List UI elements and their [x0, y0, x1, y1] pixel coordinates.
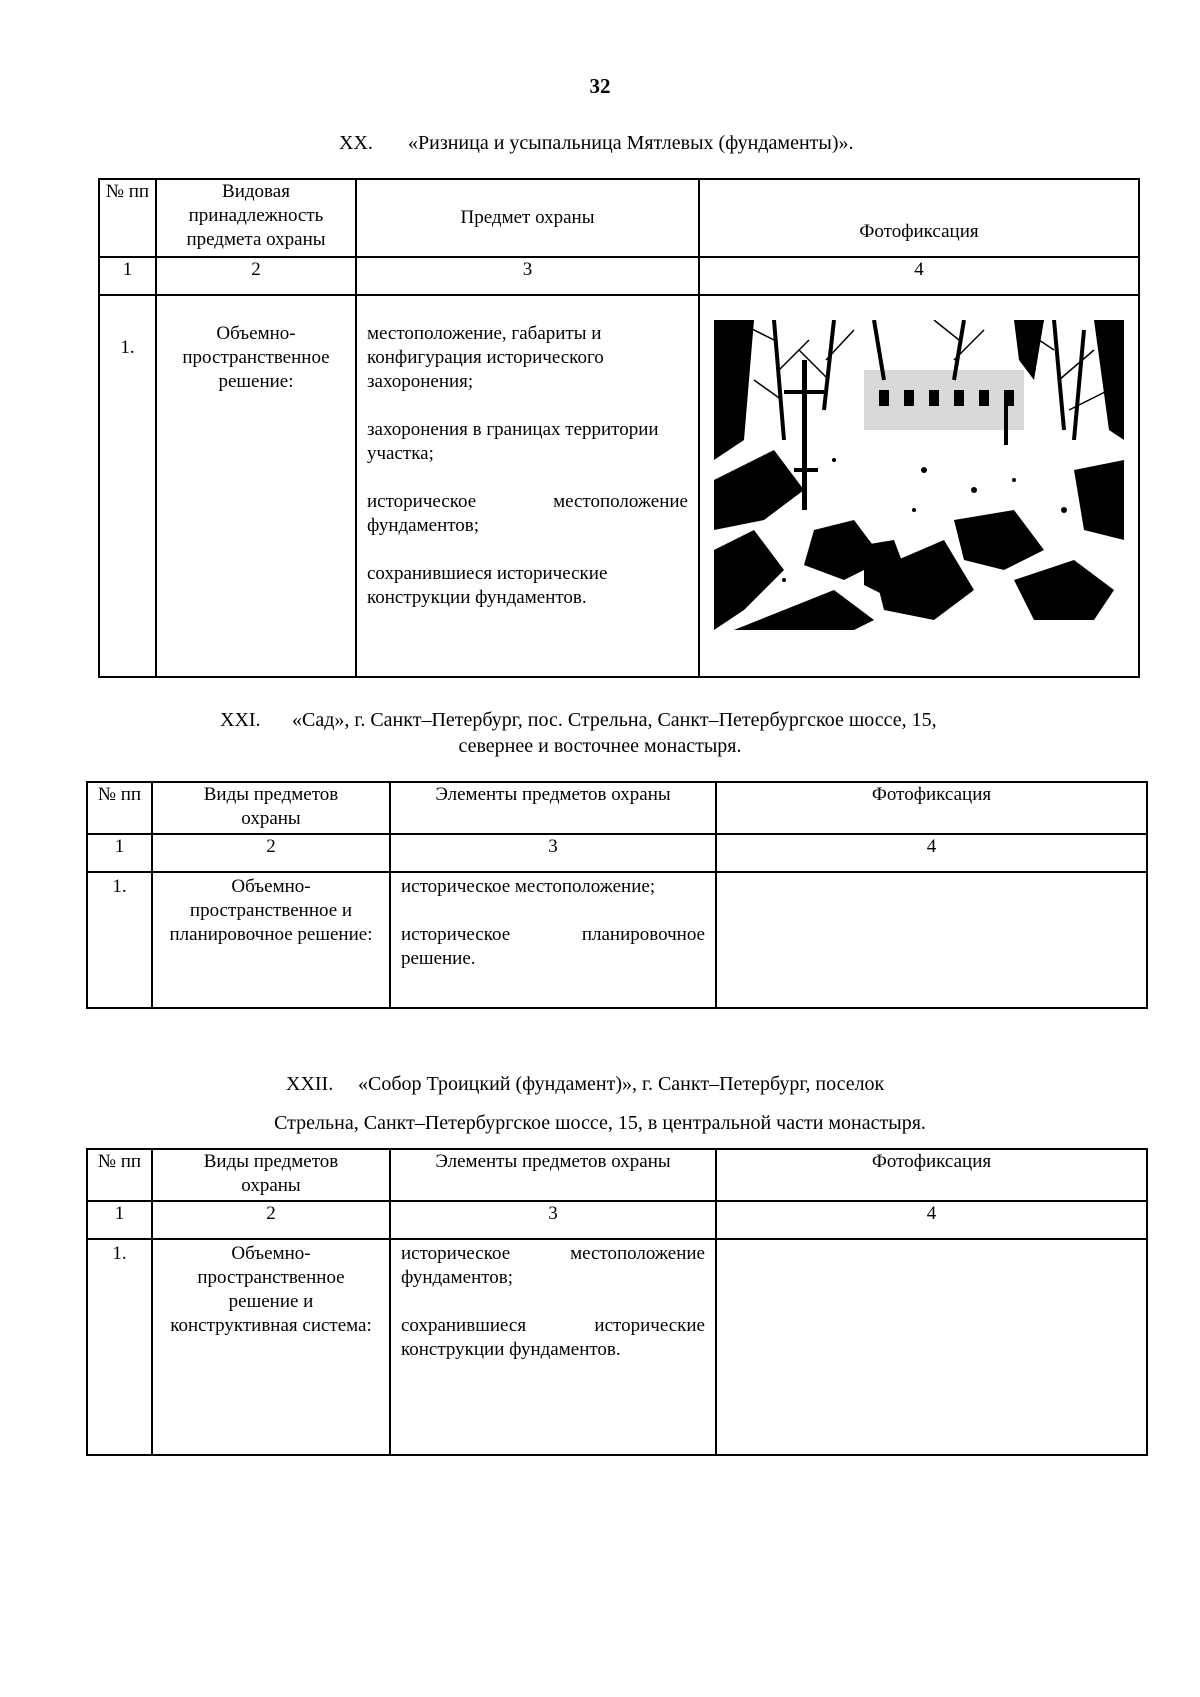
col-number-2: 2 [152, 1201, 390, 1239]
page-number: 32 [589, 74, 611, 98]
row-number: 1. [87, 1239, 152, 1455]
table-row [87, 1239, 1147, 1455]
list-item: историческое планировочное решение. [401, 924, 705, 969]
header-number: № пп [87, 782, 152, 834]
col-number-4: 4 [699, 257, 1139, 295]
header-elements: Элементы предметов охраны [390, 782, 716, 834]
table-header-row [87, 782, 1147, 834]
row-items [390, 872, 716, 1008]
row-type: Объемно-пространственное решение: [156, 295, 356, 677]
list-item: историческое местоположение фундаментов; [367, 491, 688, 536]
section-xxii-title-line1: «Собор Троицкий (фундамент)», г. Санкт–Петербург, поселок [358, 1073, 885, 1095]
section-xx-numeral: XX. [339, 132, 373, 154]
row-items [356, 295, 699, 677]
section-xxi-table [86, 781, 1148, 1009]
photo-cell [716, 872, 1147, 1008]
section-xxii-title-line2: Стрельна, Санкт–Петербургское шоссе, 15, в центральной части монастыря. [274, 1112, 926, 1134]
section-xx-title: «Ризница и усыпальница Мятлевых (фундаменты)». [408, 132, 854, 154]
col-number-1: 1 [99, 257, 156, 295]
header-number: № пп [99, 179, 156, 257]
graves-photo [714, 320, 1124, 630]
table-header-row [99, 179, 1139, 257]
col-number-2: 2 [152, 834, 390, 872]
section-xxi-title-line1: «Сад», г. Санкт–Петербург, пос. Стрельна, Санкт–Петербургское шоссе, 15, [292, 709, 937, 731]
table-column-numbers-row [99, 257, 1139, 295]
table-column-numbers-row [87, 1201, 1147, 1239]
list-item: сохранившиеся исторические конструкции фундаментов. [367, 563, 608, 608]
col-number-4: 4 [716, 1201, 1147, 1239]
row-items [390, 1239, 716, 1455]
table-row [87, 872, 1147, 1008]
col-number-2: 2 [156, 257, 356, 295]
header-type: Виды предметов охраны [152, 782, 390, 834]
list-item: историческое местоположение; [401, 876, 656, 897]
header-photo: Фотофиксация [699, 179, 1139, 257]
section-xxi-title-line2: севернее и восточнее монастыря. [458, 735, 742, 757]
table-row [99, 295, 1139, 677]
header-type: Виды предметов охраны [152, 1149, 390, 1201]
col-number-4: 4 [716, 834, 1147, 872]
header-number: № пп [87, 1149, 152, 1201]
row-number: 1. [99, 295, 156, 677]
header-elements: Элементы предметов охраны [390, 1149, 716, 1201]
row-type: Объемно-пространственное и планировочное решение: [152, 872, 390, 1008]
list-item: сохранившиеся исторические конструкции фундаментов. [401, 1315, 705, 1360]
list-item: захоронения в границах территории участка; [367, 419, 659, 464]
col-number-1: 1 [87, 834, 152, 872]
photo-cell [699, 295, 1139, 677]
header-subject: Предмет охраны [356, 179, 699, 257]
col-number-1: 1 [87, 1201, 152, 1239]
row-type: Объемно-пространственное решение и конструктивная система: [152, 1239, 390, 1455]
list-item: историческое местоположение фундаментов; [401, 1243, 705, 1288]
section-xxii-table [86, 1148, 1148, 1456]
section-xx-table [98, 178, 1140, 678]
section-xxii-numeral: XXII. [286, 1073, 334, 1095]
header-type: Видовая принадлежность предмета охраны [156, 179, 356, 257]
col-number-3: 3 [356, 257, 699, 295]
list-item: местоположение, габариты и конфигурация исторического захоронения; [367, 323, 604, 392]
row-number: 1. [87, 872, 152, 1008]
header-photo: Фотофиксация [716, 1149, 1147, 1201]
col-number-3: 3 [390, 834, 716, 872]
col-number-3: 3 [390, 1201, 716, 1239]
header-photo: Фотофиксация [716, 782, 1147, 834]
section-xxi-numeral: XXI. [220, 709, 261, 731]
table-column-numbers-row [87, 834, 1147, 872]
table-header-row [87, 1149, 1147, 1201]
photo-cell [716, 1239, 1147, 1455]
